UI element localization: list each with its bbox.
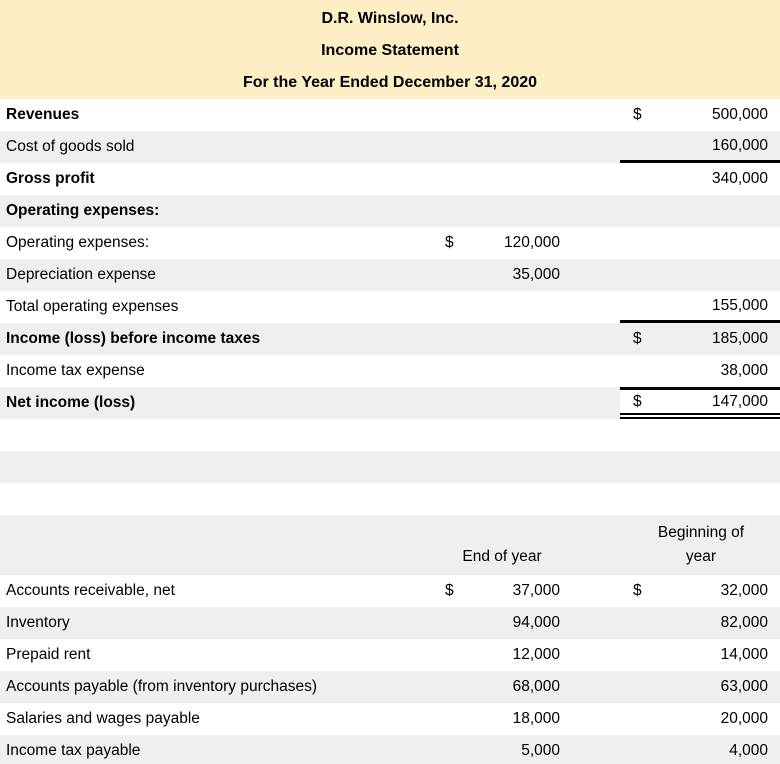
- amount-value: 68,000: [512, 678, 560, 695]
- table-row-net-income: [0, 387, 780, 419]
- right-amount-cell: [620, 163, 780, 195]
- table-row-depreciation-expense: [0, 259, 780, 291]
- mid-amount-cell: [440, 259, 560, 291]
- table-row-income-tax-expense: [0, 355, 780, 387]
- row-label: Income tax payable: [6, 742, 141, 759]
- dollar-sign: $: [633, 582, 642, 599]
- statement-period: For the Year Ended December 31, 2020: [242, 74, 538, 91]
- row-label: Total operating expenses: [6, 298, 179, 315]
- row-label: Gross profit: [6, 170, 95, 187]
- amount-value: 4,000: [729, 742, 768, 759]
- row-label: Cost of goods sold: [6, 138, 135, 155]
- mid-amount-cell: [440, 227, 560, 259]
- end-of-year-cell: [440, 703, 560, 735]
- right-amount-cell-net-income: [620, 387, 780, 419]
- amount-value: 340,000: [711, 170, 768, 187]
- row-label: Operating expenses:: [6, 234, 150, 251]
- table-row-prepaid-rent: [0, 639, 780, 671]
- amount-value: 155,000: [711, 296, 768, 314]
- row-label: Income tax expense: [6, 362, 145, 379]
- right-amount-cell: [620, 131, 780, 163]
- table-row-inventory: [0, 607, 780, 639]
- beginning-of-year-cell: [620, 735, 780, 764]
- table-row-accounts-receivable: [0, 575, 780, 607]
- end-of-year-cell: [440, 735, 560, 764]
- row-label: Accounts receivable, net: [6, 582, 175, 599]
- table-row-revenues: [0, 99, 780, 131]
- end-of-year-cell: [440, 639, 560, 671]
- comparative-balances-table: [0, 515, 780, 764]
- row-label: Operating expenses:: [6, 202, 160, 219]
- right-amount-cell: [620, 355, 780, 387]
- amount-value: 185,000: [711, 330, 768, 347]
- row-label: Income (loss) before income taxes: [6, 330, 261, 347]
- end-of-year-cell: [440, 607, 560, 639]
- beginning-of-year-cell: [620, 607, 780, 639]
- beginning-of-year-cell: [620, 639, 780, 671]
- income-statement-table: [0, 99, 780, 419]
- beginning-of-year-cell: [620, 575, 780, 607]
- amount-value: 37,000: [512, 582, 560, 599]
- amount-value: 160,000: [711, 136, 768, 154]
- dollar-sign: $: [445, 582, 454, 599]
- table-row-accounts-payable: [0, 671, 780, 703]
- end-of-year-cell: [440, 671, 560, 703]
- column-header-beginning-of-year: Beginning of year: [657, 524, 745, 565]
- table-row-operating-expenses-section: [0, 195, 780, 227]
- beginning-of-year-cell: [620, 671, 780, 703]
- income-statement-header: [0, 0, 780, 99]
- row-label: Salaries and wages payable: [6, 710, 200, 727]
- beginning-of-year-cell: [620, 703, 780, 735]
- dollar-sign: $: [445, 234, 454, 251]
- amount-value: 500,000: [711, 106, 768, 123]
- company-name: D.R. Winslow, Inc.: [321, 10, 459, 27]
- column-header-end-of-year: End of year: [462, 548, 542, 565]
- dollar-sign: $: [633, 330, 642, 347]
- row-label: Accounts payable (from inventory purchases): [6, 678, 318, 695]
- table-row-cost-of-goods-sold: [0, 131, 780, 163]
- spacer-row: [0, 419, 780, 451]
- amount-value: 35,000: [512, 266, 560, 283]
- statement-title: Income Statement: [321, 42, 459, 59]
- right-amount-cell: [620, 291, 780, 323]
- dollar-sign: $: [633, 392, 642, 410]
- right-amount-cell: [620, 99, 780, 131]
- row-label: Depreciation expense: [6, 266, 156, 283]
- amount-value: 63,000: [720, 678, 768, 695]
- row-label: Prepaid rent: [6, 646, 91, 663]
- spacer-row: [0, 483, 780, 515]
- row-label: Inventory: [6, 614, 70, 631]
- table-row-total-operating-expenses: [0, 291, 780, 323]
- amount-value: 82,000: [720, 614, 768, 631]
- amount-value: 5,000: [521, 742, 560, 759]
- dollar-sign: $: [633, 106, 642, 123]
- table-row-salaries-wages-payable: [0, 703, 780, 735]
- amount-value: 147,000: [711, 392, 768, 410]
- comparative-table-header-row: [0, 515, 780, 575]
- amount-value: 20,000: [720, 710, 768, 727]
- amount-value: 38,000: [720, 362, 768, 379]
- table-row-gross-profit: [0, 163, 780, 195]
- row-label: Net income (loss): [6, 394, 136, 411]
- amount-value: 18,000: [512, 710, 560, 727]
- right-amount-cell: [620, 323, 780, 355]
- table-row-operating-expenses: [0, 227, 780, 259]
- amount-value: 12,000: [512, 646, 560, 663]
- amount-value: 32,000: [720, 582, 768, 599]
- amount-value: 14,000: [720, 646, 768, 663]
- table-row-income-tax-payable: [0, 735, 780, 764]
- end-of-year-cell: [440, 575, 560, 607]
- spacer-row: [0, 451, 780, 483]
- table-row-income-before-taxes: [0, 323, 780, 355]
- row-label: Revenues: [6, 106, 80, 123]
- amount-value: 120,000: [503, 234, 560, 251]
- amount-value: 94,000: [512, 614, 560, 631]
